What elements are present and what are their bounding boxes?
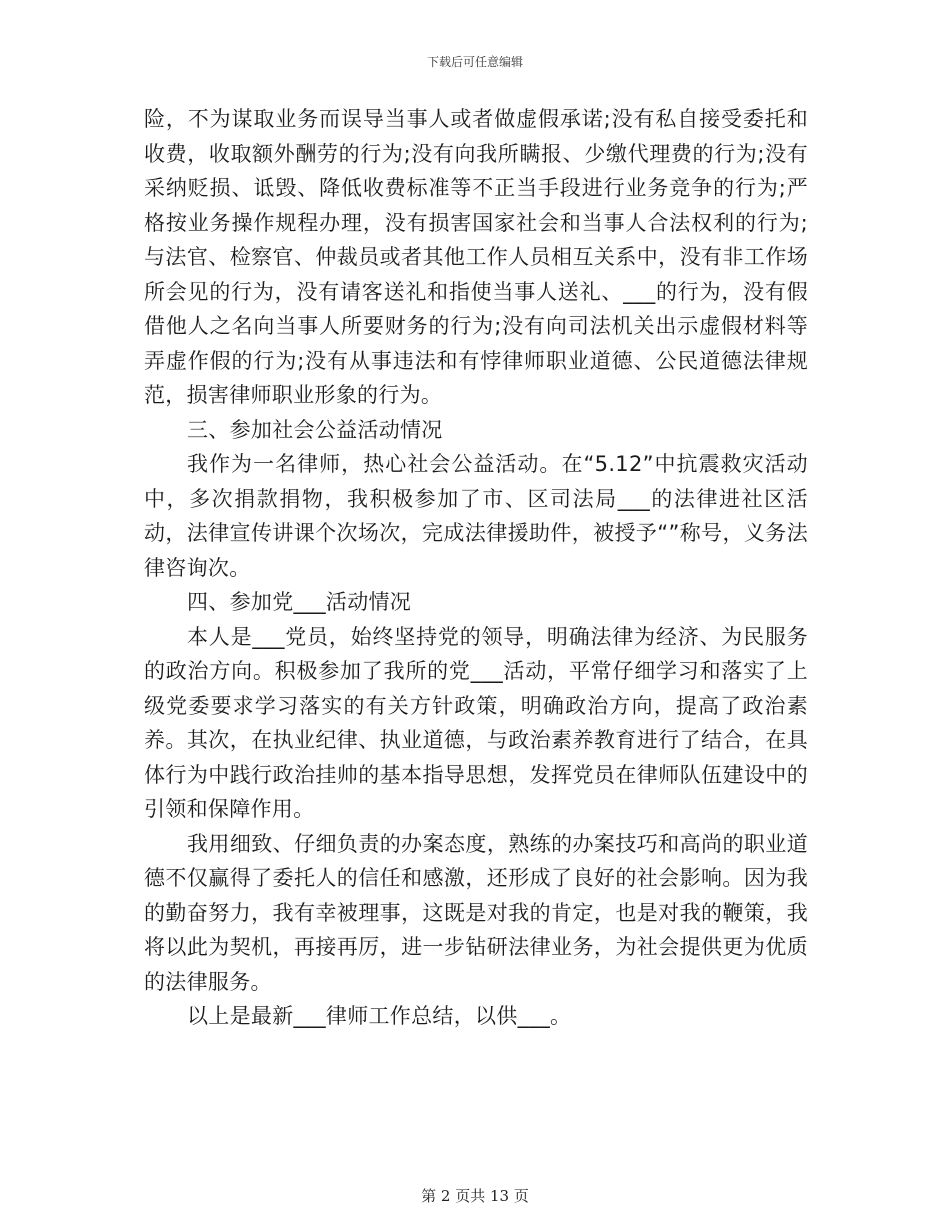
paragraph-conduct-continued: 险，不为谋取业务而误导当事人或者做虚假承诺;没有私自接受委托和收费，收取额外酬劳的行为;没有向我所瞒报、少缴代理费的行为;没有采纳贬损、诋毁、降低收费标准等不正当手段进行业务竞争的行为;严格按业务操作规程办理，没有损害国家社会和当事人合法权利的行为;与法官、检察官、仲裁员或者其他工作人员相互关系中，没有非工作场所会见的行为，没有请客送礼和指使当事人送礼、___的行为，没有假借他人之名向当事人所要财务的行为;没有向司法机关出示虚假材料等弄虚作假的行为;没有从事违法和有悖律师职业道德、公民道德法律规范，损害律师职业形象的行为。: [144, 107, 808, 407]
section-heading-public-welfare: 三、参加社会公益活动情况: [187, 417, 443, 442]
paragraph-party-activities: 本人是___党员，始终坚持党的领导，明确法律为经济、为民服务的政治方向。积极参加了我所的党___活动，平常仔细学习和落实了上级党委要求学习落实的有关方针政策，明确政治方向，提高了政治素养。其次，在执业纪律、执业道德，与政治素养教育进行了结合，在具体行为中践行政治挂帅的基本指导思想，发挥党员在律师队伍建设中的引领和保障作用。: [144, 624, 808, 821]
paragraph-public-welfare: 我作为一名律师，热心社会公益活动。在“5.12”中抗震救灾活动中，多次捐款捐物，我积极参加了市、区司法局___的法律进社区活动，法律宣传讲课个次场次，完成法律援助件，被授予“”称号，义务法律咨询次。: [144, 452, 808, 580]
paragraph-closing: 以上是最新___律师工作总结，以供___。: [187, 1004, 572, 1028]
page-number: 第 2 页共 13 页: [421, 1187, 529, 1205]
page-header: 下载后可任意编辑: [426, 55, 523, 69]
document-body: [144, 102, 808, 1034]
section-heading-party-activities: 四、参加党___活动情况: [187, 590, 412, 614]
paragraph-conclusion: 我用细致、仔细负责的办案态度，熟练的办案技巧和高尚的职业道德不仅赢得了委托人的信任和感激，还形成了良好的社会影响。因为我的勤奋努力，我有幸被理事，这既是对我的肯定，也是对我的鞭策，我将以此为契机，再接再厉，进一步钻研法律业务，为社会提供更为优质的法律服务。: [144, 831, 808, 994]
